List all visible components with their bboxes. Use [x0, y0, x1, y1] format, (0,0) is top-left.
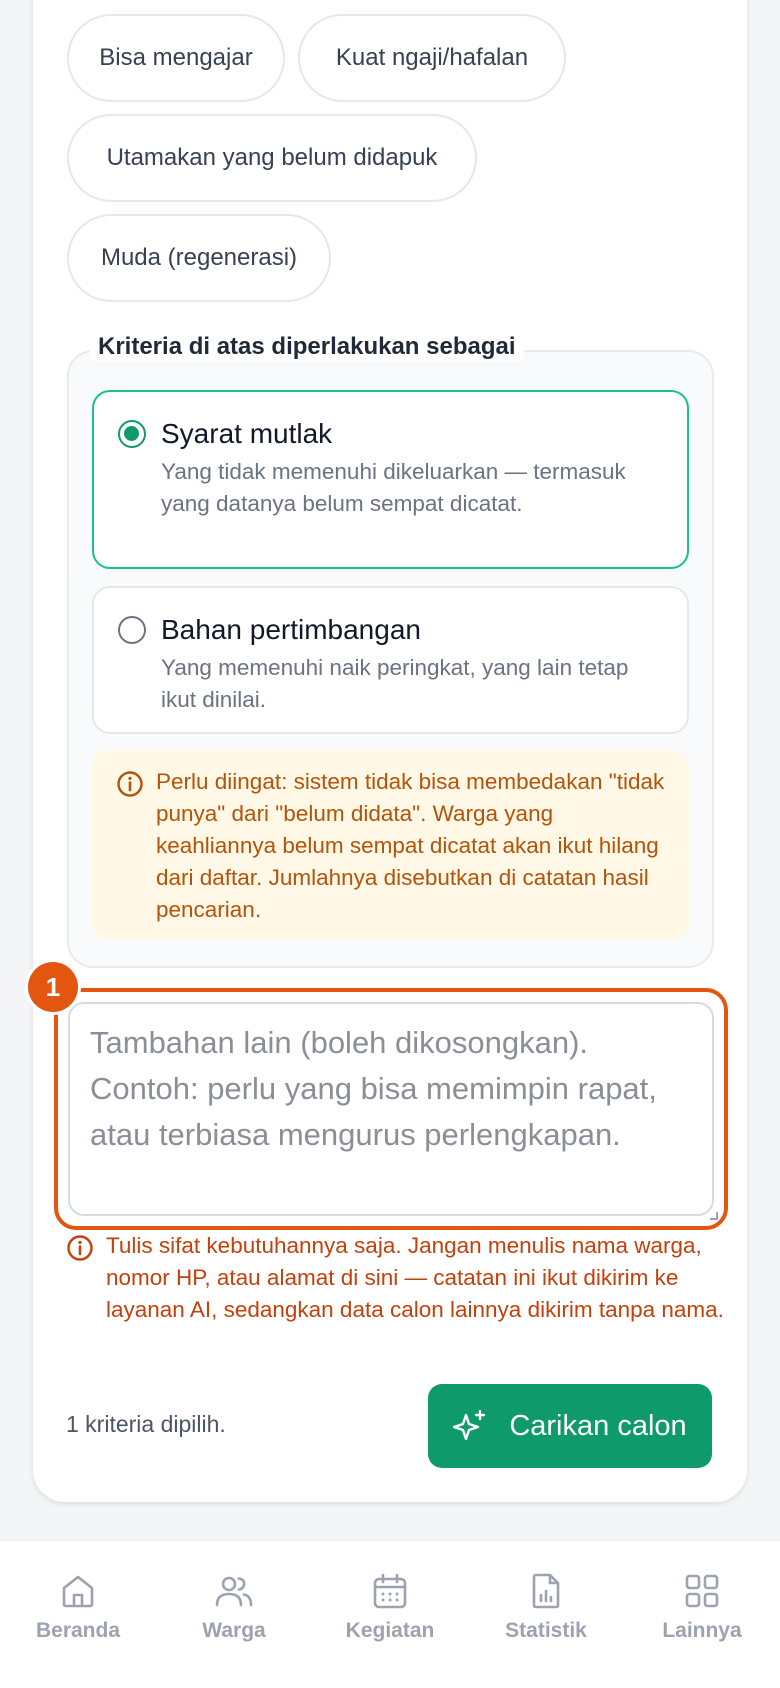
radio-selected-icon[interactable] — [118, 420, 146, 448]
criteria-mode-legend: Kriteria di atas diperlakukan sebagai — [90, 333, 524, 361]
nav-label: Kegiatan — [345, 1619, 435, 1642]
resize-grip-icon[interactable] — [710, 1212, 718, 1220]
cta-label: Carikan calon — [509, 1409, 687, 1442]
chip-label: Muda (regenerasi) — [100, 244, 298, 271]
chip-label: Utamakan yang belum didapuk — [106, 144, 438, 171]
report-icon — [526, 1571, 566, 1611]
nav-statistik[interactable] — [468, 1571, 624, 1643]
chip-bisa-mengajar[interactable] — [67, 14, 285, 102]
step-badge: 1 — [28, 962, 78, 1012]
warning-text: Perlu diingat: sistem tidak bisa membedakan "tidak punya" dari "belum didata". Warga yang keahliannya belum sempat dicatat akan ikut hilang dari daftar. Jumlahnya disebutkan di catatan hasil pencarian. — [156, 769, 665, 922]
chip-utamakan-belum-didapuk[interactable] — [67, 114, 477, 202]
home-icon — [58, 1571, 98, 1611]
option-description: Yang tidak memenuhi dikeluarkan — termasuk yang datanya belum sempat dicatat. — [161, 459, 626, 516]
grid-icon — [682, 1571, 722, 1611]
option-bahan-pertimbangan[interactable] — [92, 586, 689, 734]
nav-label: Warga — [202, 1619, 266, 1642]
chip-muda-regenerasi[interactable] — [67, 214, 331, 302]
radio-unselected-icon[interactable] — [118, 616, 146, 644]
option-title: Syarat mutlak — [161, 418, 333, 449]
carikan-calon-button[interactable] — [428, 1384, 712, 1468]
calendar-icon — [370, 1571, 410, 1611]
extra-notes-textarea[interactable] — [68, 1002, 714, 1216]
info-icon — [116, 770, 144, 798]
info-icon — [66, 1234, 94, 1262]
option-title: Bahan pertimbangan — [161, 614, 421, 645]
nav-lainnya[interactable] — [624, 1571, 780, 1643]
nav-warga[interactable] — [156, 1571, 312, 1643]
bottom-nav — [0, 1540, 780, 1688]
chip-label: Kuat ngaji/hafalan — [335, 44, 529, 71]
nav-label: Statistik — [505, 1619, 587, 1642]
nav-label: Lainnya — [662, 1619, 742, 1642]
users-icon — [214, 1571, 254, 1611]
chip-label: Bisa mengajar — [99, 44, 253, 71]
nav-label: Beranda — [35, 1619, 121, 1642]
nav-kegiatan[interactable] — [312, 1571, 468, 1643]
option-description: Yang memenuhi naik peringkat, yang lain tetap ikut dinilai. — [161, 655, 629, 712]
nav-beranda[interactable] — [0, 1571, 156, 1643]
sparkle-icon — [453, 1409, 487, 1443]
warning-callout — [92, 750, 689, 940]
privacy-note: Tulis sifat kebutuhannya saja. Jangan menulis nama warga, nomor HP, atau alamat di sini — catatan ini ikut dikirim ke layanan AI, sedangkan data calon lainnya dikirim tanpa nama. — [106, 1233, 724, 1322]
chip-kuat-ngaji[interactable] — [298, 14, 566, 102]
option-syarat-mutlak[interactable] — [92, 390, 689, 569]
extra-notes-highlight — [54, 988, 728, 1230]
selected-count: 1 kriteria dipilih. — [66, 1411, 226, 1437]
